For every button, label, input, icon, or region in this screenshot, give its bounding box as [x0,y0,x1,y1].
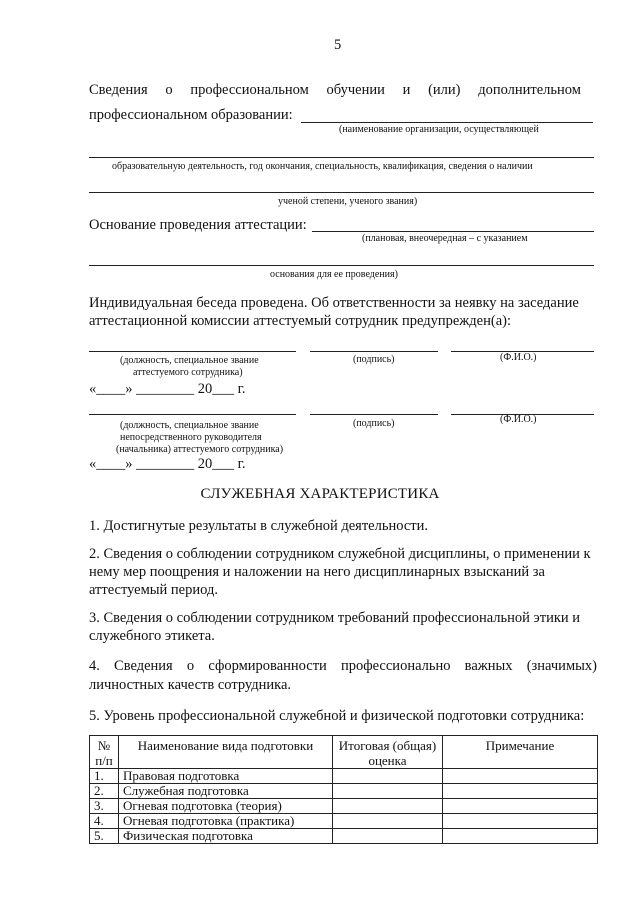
basis-input-line-1[interactable] [312,231,594,232]
row-note-cell[interactable] [443,799,598,814]
row-name: Служебная подготовка [119,784,333,799]
item-2-line-2: нему мер поощрения и наложении на него дисциплинарных взысканий за [89,564,545,580]
page-number: 5 [334,37,342,53]
sign1-name-caption: (Ф.И.О.) [500,352,537,363]
education-label: профессиональном образовании: [89,107,293,123]
table-row [90,799,598,814]
education-input-line-2[interactable] [89,157,594,158]
header-name: Наименование вида подготовки [119,736,333,769]
item-2-line-1: 2. Сведения о соблюдении сотрудником служебной дисциплины, о применении к [89,546,591,562]
item-1: 1. Достигнутые результаты в служебной деятельности. [89,518,428,534]
item-4-line-2: личностных качеств сотрудника. [89,677,292,693]
header-note: Примечание [443,736,598,769]
table-row [90,829,598,844]
row-name: Огневая подготовка (теория) [119,799,333,814]
basis-label: Основание проведения аттестации: [89,217,307,233]
row-grade-cell[interactable] [333,799,443,814]
table-header-row [90,736,598,769]
row-grade-cell[interactable] [333,769,443,784]
basis-caption-2: основания для ее проведения) [270,269,398,280]
training-table [89,735,598,844]
sign1-signature-caption: (подпись) [353,354,395,365]
item-3-line-2: служебного этикета. [89,628,215,644]
header-grade: Итоговая (общая) оценка [333,736,443,769]
education-caption-3: ученой степени, ученого звания) [278,196,418,207]
sign2-position-caption-3: (начальника) аттестуемого сотрудника) [116,444,284,455]
interview-line-1: Индивидуальная беседа проведена. Об ответственности за неявку на заседание [89,295,579,311]
row-name: Правовая подготовка [119,769,333,784]
education-input-line-3[interactable] [89,192,594,193]
sign2-name-caption: (Ф.И.О.) [500,414,537,425]
sign2-signature-line[interactable] [310,414,438,415]
row-name: Физическая подготовка [119,829,333,844]
section-title: СЛУЖЕБНАЯ ХАРАКТЕРИСТИКА [200,486,440,502]
sign2-position-line[interactable] [89,414,296,415]
sign1-signature-line[interactable] [310,351,438,352]
item-5: 5. Уровень профессиональной служебной и физической подготовки сотрудника: [89,708,585,724]
item-4-line-1: 4. Сведения о сформированности профессионально важных (значимых) [89,658,597,674]
sign2-date: «____» ________ 20___ г. [89,456,246,472]
item-2-line-3: аттестуемый период. [89,582,218,598]
sign1-position-line[interactable] [89,351,296,352]
sign2-signature-caption: (подпись) [353,418,395,429]
education-input-line-1[interactable] [301,122,593,123]
row-num: 4. [90,814,119,829]
header-num: № п/п [90,736,119,769]
table-row [90,814,598,829]
row-num: 5. [90,829,119,844]
basis-input-line-2[interactable] [89,265,594,266]
interview-line-2: аттестационной комиссии аттестуемый сотрудник предупрежден(а): [89,313,511,329]
education-line1: Сведения о профессиональном обучении и (или) дополнительном [89,82,581,98]
sign1-position-caption-2: аттестуемого сотрудника) [133,367,243,378]
sign1-position-caption-1: (должность, специальное звание [120,355,259,366]
sign1-date: «____» ________ 20___ г. [89,381,246,397]
row-num: 3. [90,799,119,814]
row-num: 2. [90,784,119,799]
row-name: Огневая подготовка (практика) [119,814,333,829]
table-row [90,769,598,784]
row-grade-cell[interactable] [333,784,443,799]
sign2-position-caption-2: непосредственного руководителя [120,432,262,443]
row-note-cell[interactable] [443,769,598,784]
education-caption-1: (наименование организации, осуществляющей [339,124,539,135]
table-row [90,784,598,799]
education-caption-2: образовательную деятельность, год окончания, специальность, квалификация, сведения о наличии [112,161,533,172]
row-note-cell[interactable] [443,784,598,799]
row-note-cell[interactable] [443,814,598,829]
item-3-line-1: 3. Сведения о соблюдении сотрудником требований профессиональной этики и [89,610,581,626]
row-num: 1. [90,769,119,784]
row-note-cell[interactable] [443,829,598,844]
row-grade-cell[interactable] [333,814,443,829]
sign2-position-caption-1: (должность, специальное звание [120,420,259,431]
basis-caption-1: (плановая, внеочередная – с указанием [362,233,528,244]
row-grade-cell[interactable] [333,829,443,844]
